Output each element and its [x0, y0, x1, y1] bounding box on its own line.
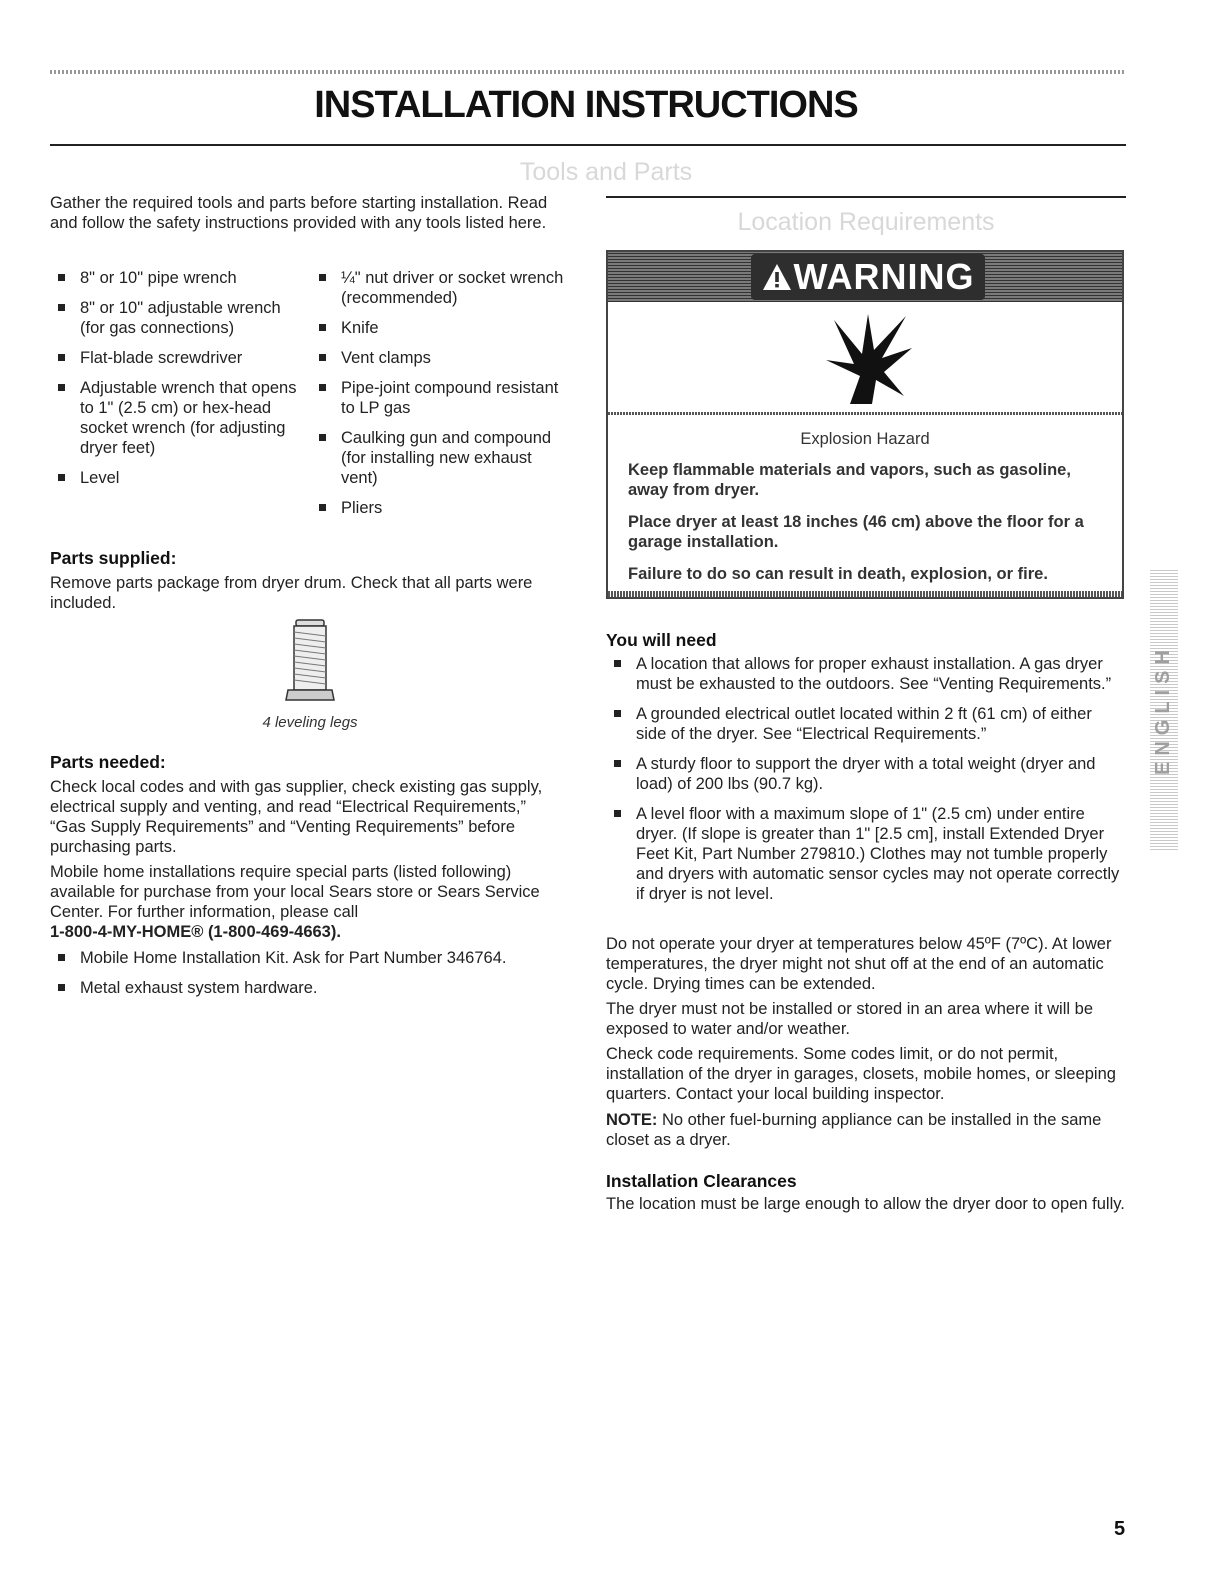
- parts-supplied-heading: Parts supplied:: [50, 548, 177, 568]
- bullet-icon: [319, 324, 326, 331]
- language-side-tab: [1150, 570, 1178, 850]
- list-item: Flat-blade screwdriver: [50, 348, 300, 368]
- warning-banner: [608, 252, 1122, 302]
- warning-line-2: Place dryer at least 18 inches (46 cm) above the floor for a garage installation.: [628, 513, 1084, 551]
- mobile-home-text: Mobile home installations require special parts (listed following) available for purchase from your local Sears store or Sears Service Center. For further information, please call: [50, 863, 540, 921]
- parts-needed-text: Check local codes and with gas supplier, check existing gas supply, electrical supply and venting, and read “Electrical Requirements,” “Gas Supply Requirements” and “Venting Requirements” before purchasing parts.: [50, 778, 543, 856]
- phone-number: 1-800-4-MY-HOME® (1-800-469-4663).: [50, 923, 341, 941]
- list-item: Level: [50, 468, 300, 488]
- bullet-icon: [614, 760, 621, 767]
- temperature-paragraph: Do not operate your dryer at temperatures below 45ºF (7ºC). At lower temperatures, the dryer might not shut off at the end of an automatic cycle. Drying times can be extended.: [606, 935, 1112, 993]
- section-rule-right: [606, 196, 1126, 198]
- bullet-icon: [319, 504, 326, 511]
- tools-list-col2: [311, 268, 571, 528]
- bullet-icon: [614, 660, 621, 667]
- list-item: A grounded electrical outlet located within 2 ft (61 cm) of either side of the dryer. See “Electrical Requirements.”: [606, 704, 1126, 744]
- bullet-icon: [58, 304, 65, 311]
- bullet-icon: [58, 984, 65, 991]
- page-number: 5: [1114, 1518, 1126, 1540]
- bullet-icon: [614, 810, 621, 817]
- list-item: 8" or 10" pipe wrench: [50, 268, 300, 288]
- bullet-icon: [58, 954, 65, 961]
- parts-supplied-text: Remove parts package from dryer drum. Check that all parts were included.: [50, 574, 533, 612]
- you-will-need-heading: You will need: [606, 630, 717, 650]
- list-item: Pliers: [311, 498, 571, 518]
- parts-needed-heading: Parts needed:: [50, 752, 166, 772]
- clearances-heading: Installation Clearances: [606, 1171, 797, 1191]
- codes-paragraph: Check code requirements. Some codes limit, or do not permit, installation of the dryer in garages, closets, mobile homes, or sleeping quarters. Contact your local building inspector.: [606, 1045, 1116, 1103]
- warning-divider: [608, 412, 1122, 415]
- note-paragraph: [606, 1110, 1126, 1150]
- list-item: A sturdy floor to support the dryer with a total weight (dryer and load) of 200 lbs (90.7 kg).: [606, 754, 1126, 794]
- hazard-title: Explosion Hazard: [800, 430, 930, 448]
- bullet-icon: [58, 274, 65, 281]
- bullet-icon: [319, 354, 326, 361]
- list-item: A location that allows for proper exhaust installation. A gas dryer must be exhausted to the outdoors. See “Venting Requirements.”: [606, 654, 1126, 694]
- note-label: NOTE:: [606, 1111, 658, 1129]
- water-paragraph: The dryer must not be installed or stored in an area where it will be exposed to water and/or weather.: [606, 1000, 1093, 1038]
- list-item: Adjustable wrench that opens to 1" (2.5 cm) or hex-head socket wrench (for adjusting dryer feet): [50, 378, 300, 458]
- top-dotted-rule: [50, 70, 1126, 74]
- warning-box: [606, 250, 1124, 599]
- you-will-need-list: [606, 654, 1126, 914]
- list-item: Mobile Home Installation Kit. Ask for Part Number 346764.: [50, 948, 570, 968]
- list-item: Pipe-joint compound resistant to LP gas: [311, 378, 571, 418]
- section-heading-location: Location Requirements: [737, 208, 995, 236]
- list-item: A level floor with a maximum slope of 1" (2.5 cm) under entire dryer. (If slope is greater than 1" [2.5 cm], install Extended Dryer Feet Kit, Part Number 279810.) Clothes may not tumble properly and dryers with automatic sensor cycles may not operate correctly if dryer is not level.: [606, 804, 1126, 904]
- warning-footer-rule: [608, 591, 1122, 597]
- list-item: 8" or 10" adjustable wrench (for gas connections): [50, 298, 300, 338]
- bullet-icon: [319, 384, 326, 391]
- page-title: INSTALLATION INSTRUCTIONS: [314, 84, 858, 126]
- bullet-icon: [58, 474, 65, 481]
- bullet-icon: [614, 710, 621, 717]
- list-item: Vent clamps: [311, 348, 571, 368]
- warning-line-3: Failure to do so can result in death, explosion, or fire.: [628, 565, 1048, 583]
- explosion-icon: [820, 314, 914, 406]
- warning-triangle-icon: [762, 263, 792, 291]
- leveling-legs-caption: 4 leveling legs: [262, 714, 358, 731]
- clearances-text: The location must be large enough to allow the dryer door to open fully.: [606, 1195, 1125, 1213]
- tools-intro: Gather the required tools and parts before starting installation. Read and follow the safety instructions provided with any tools listed here.: [50, 194, 548, 232]
- title-rule: [50, 144, 1126, 146]
- tools-list-col1: [50, 268, 300, 498]
- parts-needed-list: [50, 948, 570, 1008]
- bullet-icon: [319, 434, 326, 441]
- list-item: Knife: [311, 318, 571, 338]
- list-item: Caulking gun and compound (for installing new exhaust vent): [311, 428, 571, 488]
- bullet-icon: [58, 384, 65, 391]
- section-heading-tools-parts: Tools and Parts: [519, 158, 693, 186]
- side-tab-label: ENGLISH: [1152, 644, 1174, 776]
- bullet-icon: [319, 274, 326, 281]
- list-item: Metal exhaust system hardware.: [50, 978, 570, 998]
- warning-line-1: Keep flammable materials and vapors, such as gasoline, away from dryer.: [628, 461, 1071, 499]
- bullet-icon: [58, 354, 65, 361]
- leveling-leg-illustration: [282, 618, 338, 706]
- warning-label: WARNING: [751, 254, 985, 300]
- note-text: No other fuel-burning appliance can be installed in the same closet as a dryer.: [606, 1111, 1102, 1149]
- list-item: ¼" nut driver or socket wrench (recommended): [311, 268, 571, 308]
